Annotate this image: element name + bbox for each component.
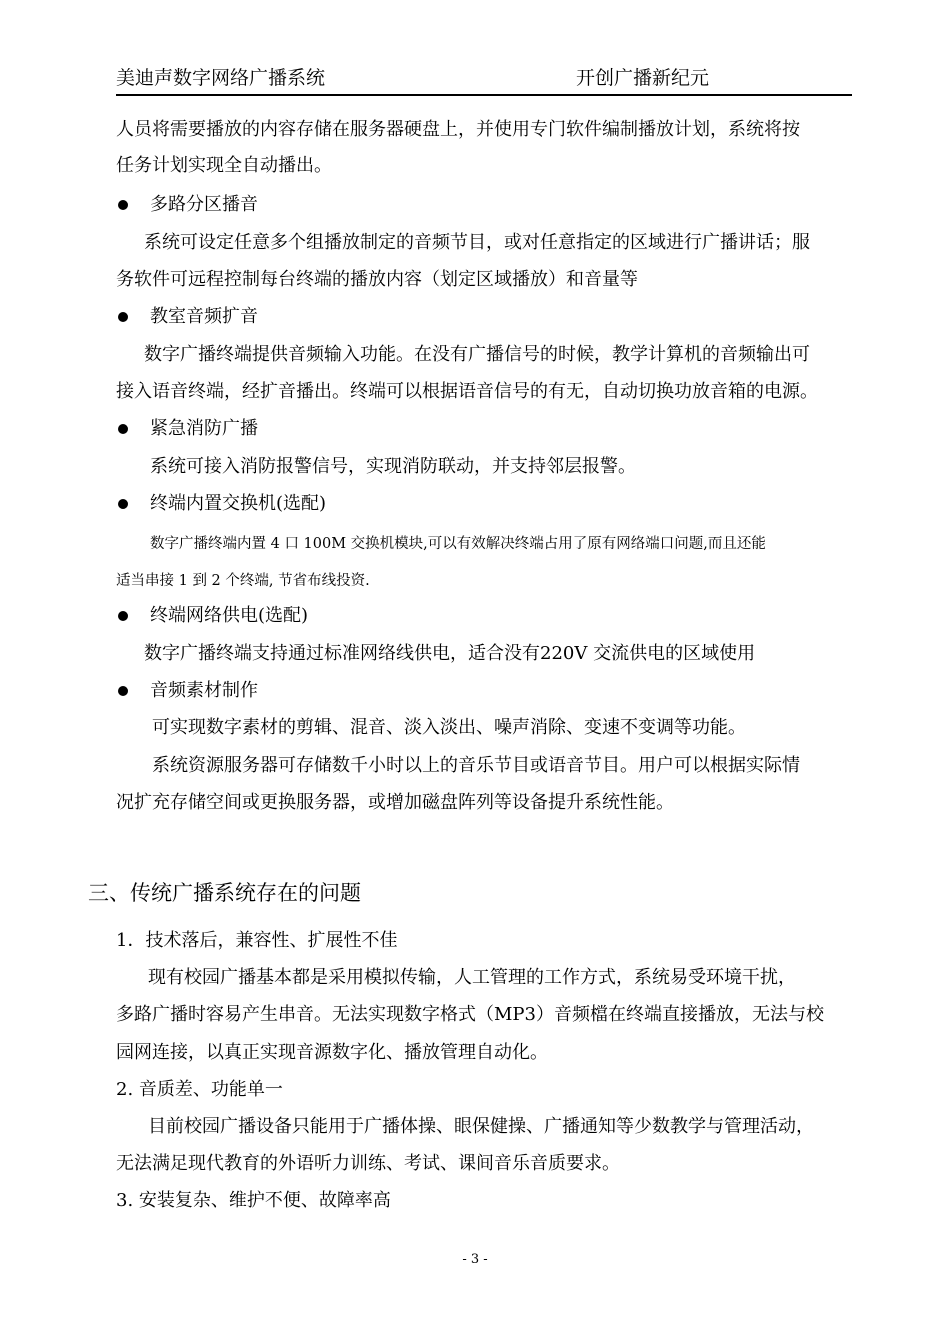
subsection-heading: 2. 音质差、功能单一	[116, 1079, 283, 1100]
paragraph-line: 可实现数字素材的剪辑、混音、淡入淡出、噪声消除、变速不变调等功能。	[152, 717, 746, 738]
paragraph-line: 接入语音终端，经扩音播出。终端可以根据语音信号的有无，自动切换功放音箱的电源。	[116, 381, 818, 402]
bullet-dot-icon	[118, 424, 128, 434]
paragraph-line: 数字广播终端内置 4 口 100M 交换机模块,可以有效解决终端占用了原有网络端口问题,而且还能	[150, 536, 766, 552]
paragraph-line: 数字广播终端提供音频输入功能。在没有广播信号的时候，教学计算机的音频输出可	[144, 344, 810, 365]
bullet-dot-icon	[118, 312, 128, 322]
paragraph-line: 人员将需要播放的内容存储在服务器硬盘上，并使用专门软件编制播放计划，系统将按	[116, 119, 800, 140]
paragraph-line: 目前校园广播设备只能用于广播体操、眼保健操、广播通知等少数教学与管理活动，	[148, 1116, 814, 1137]
header-slogan: 开创广播新纪元	[576, 67, 710, 89]
paragraph-line: 数字广播终端支持通过标准网络线供电，适合没有220V 交流供电的区域使用	[144, 643, 756, 664]
bullet-dot-icon	[118, 611, 128, 621]
paragraph-line: 园网连接，以真正实现音源数字化、播放管理自动化。	[116, 1042, 548, 1063]
bullet-title: 终端内置交换机(选配)	[150, 493, 327, 514]
page-number: - 3 -	[462, 1252, 488, 1267]
paragraph-line: 况扩充存储空间或更换服务器，或增加磁盘阵列等设备提升系统性能。	[116, 792, 674, 813]
header-title: 美迪声数字网络广播系统	[116, 67, 326, 89]
paragraph-line: 无法满足现代教育的外语听力训练、考试、课间音乐音质要求。	[116, 1153, 620, 1174]
paragraph-line: 多路广播时容易产生串音。无法实现数字格式（MP3）音频檔在终端直接播放，无法与校	[116, 1004, 824, 1025]
paragraph-line: 系统资源服务器可存储数千小时以上的音乐节目或语音节目。用户可以根据实际情	[152, 755, 800, 776]
bullet-title: 终端网络供电(选配)	[150, 605, 309, 626]
bullet-dot-icon	[118, 686, 128, 696]
paragraph-line: 任务计划实现全自动播出。	[116, 155, 332, 176]
paragraph-line: 适当串接 1 到 2 个终端, 节省布线投资.	[116, 573, 370, 589]
section-heading: 三、传统广播系统存在的问题	[88, 881, 361, 905]
bullet-title: 紧急消防广播	[150, 418, 258, 439]
bullet-dot-icon	[118, 200, 128, 210]
paragraph-line: 系统可设定任意多个组播放制定的音频节目，或对任意指定的区域进行广播讲话；服	[144, 232, 810, 253]
bullet-dot-icon	[118, 499, 128, 509]
bullet-title: 多路分区播音	[150, 194, 258, 215]
subsection-heading: 1．技术落后，兼容性、扩展性不佳	[116, 930, 398, 951]
paragraph-line: 现有校园广播基本都是采用模拟传输，人工管理的工作方式，系统易受环境干扰，	[148, 967, 796, 988]
paragraph-line: 务软件可远程控制每台终端的播放内容（划定区域播放）和音量等	[116, 269, 638, 290]
bullet-title: 教室音频扩音	[150, 306, 258, 327]
subsection-heading: 3. 安装复杂、维护不便、故障率高	[116, 1190, 391, 1211]
bullet-title: 音频素材制作	[150, 680, 258, 701]
paragraph-line: 系统可接入消防报警信号，实现消防联动，并支持邻层报警。	[150, 456, 636, 477]
page-header	[116, 64, 852, 96]
